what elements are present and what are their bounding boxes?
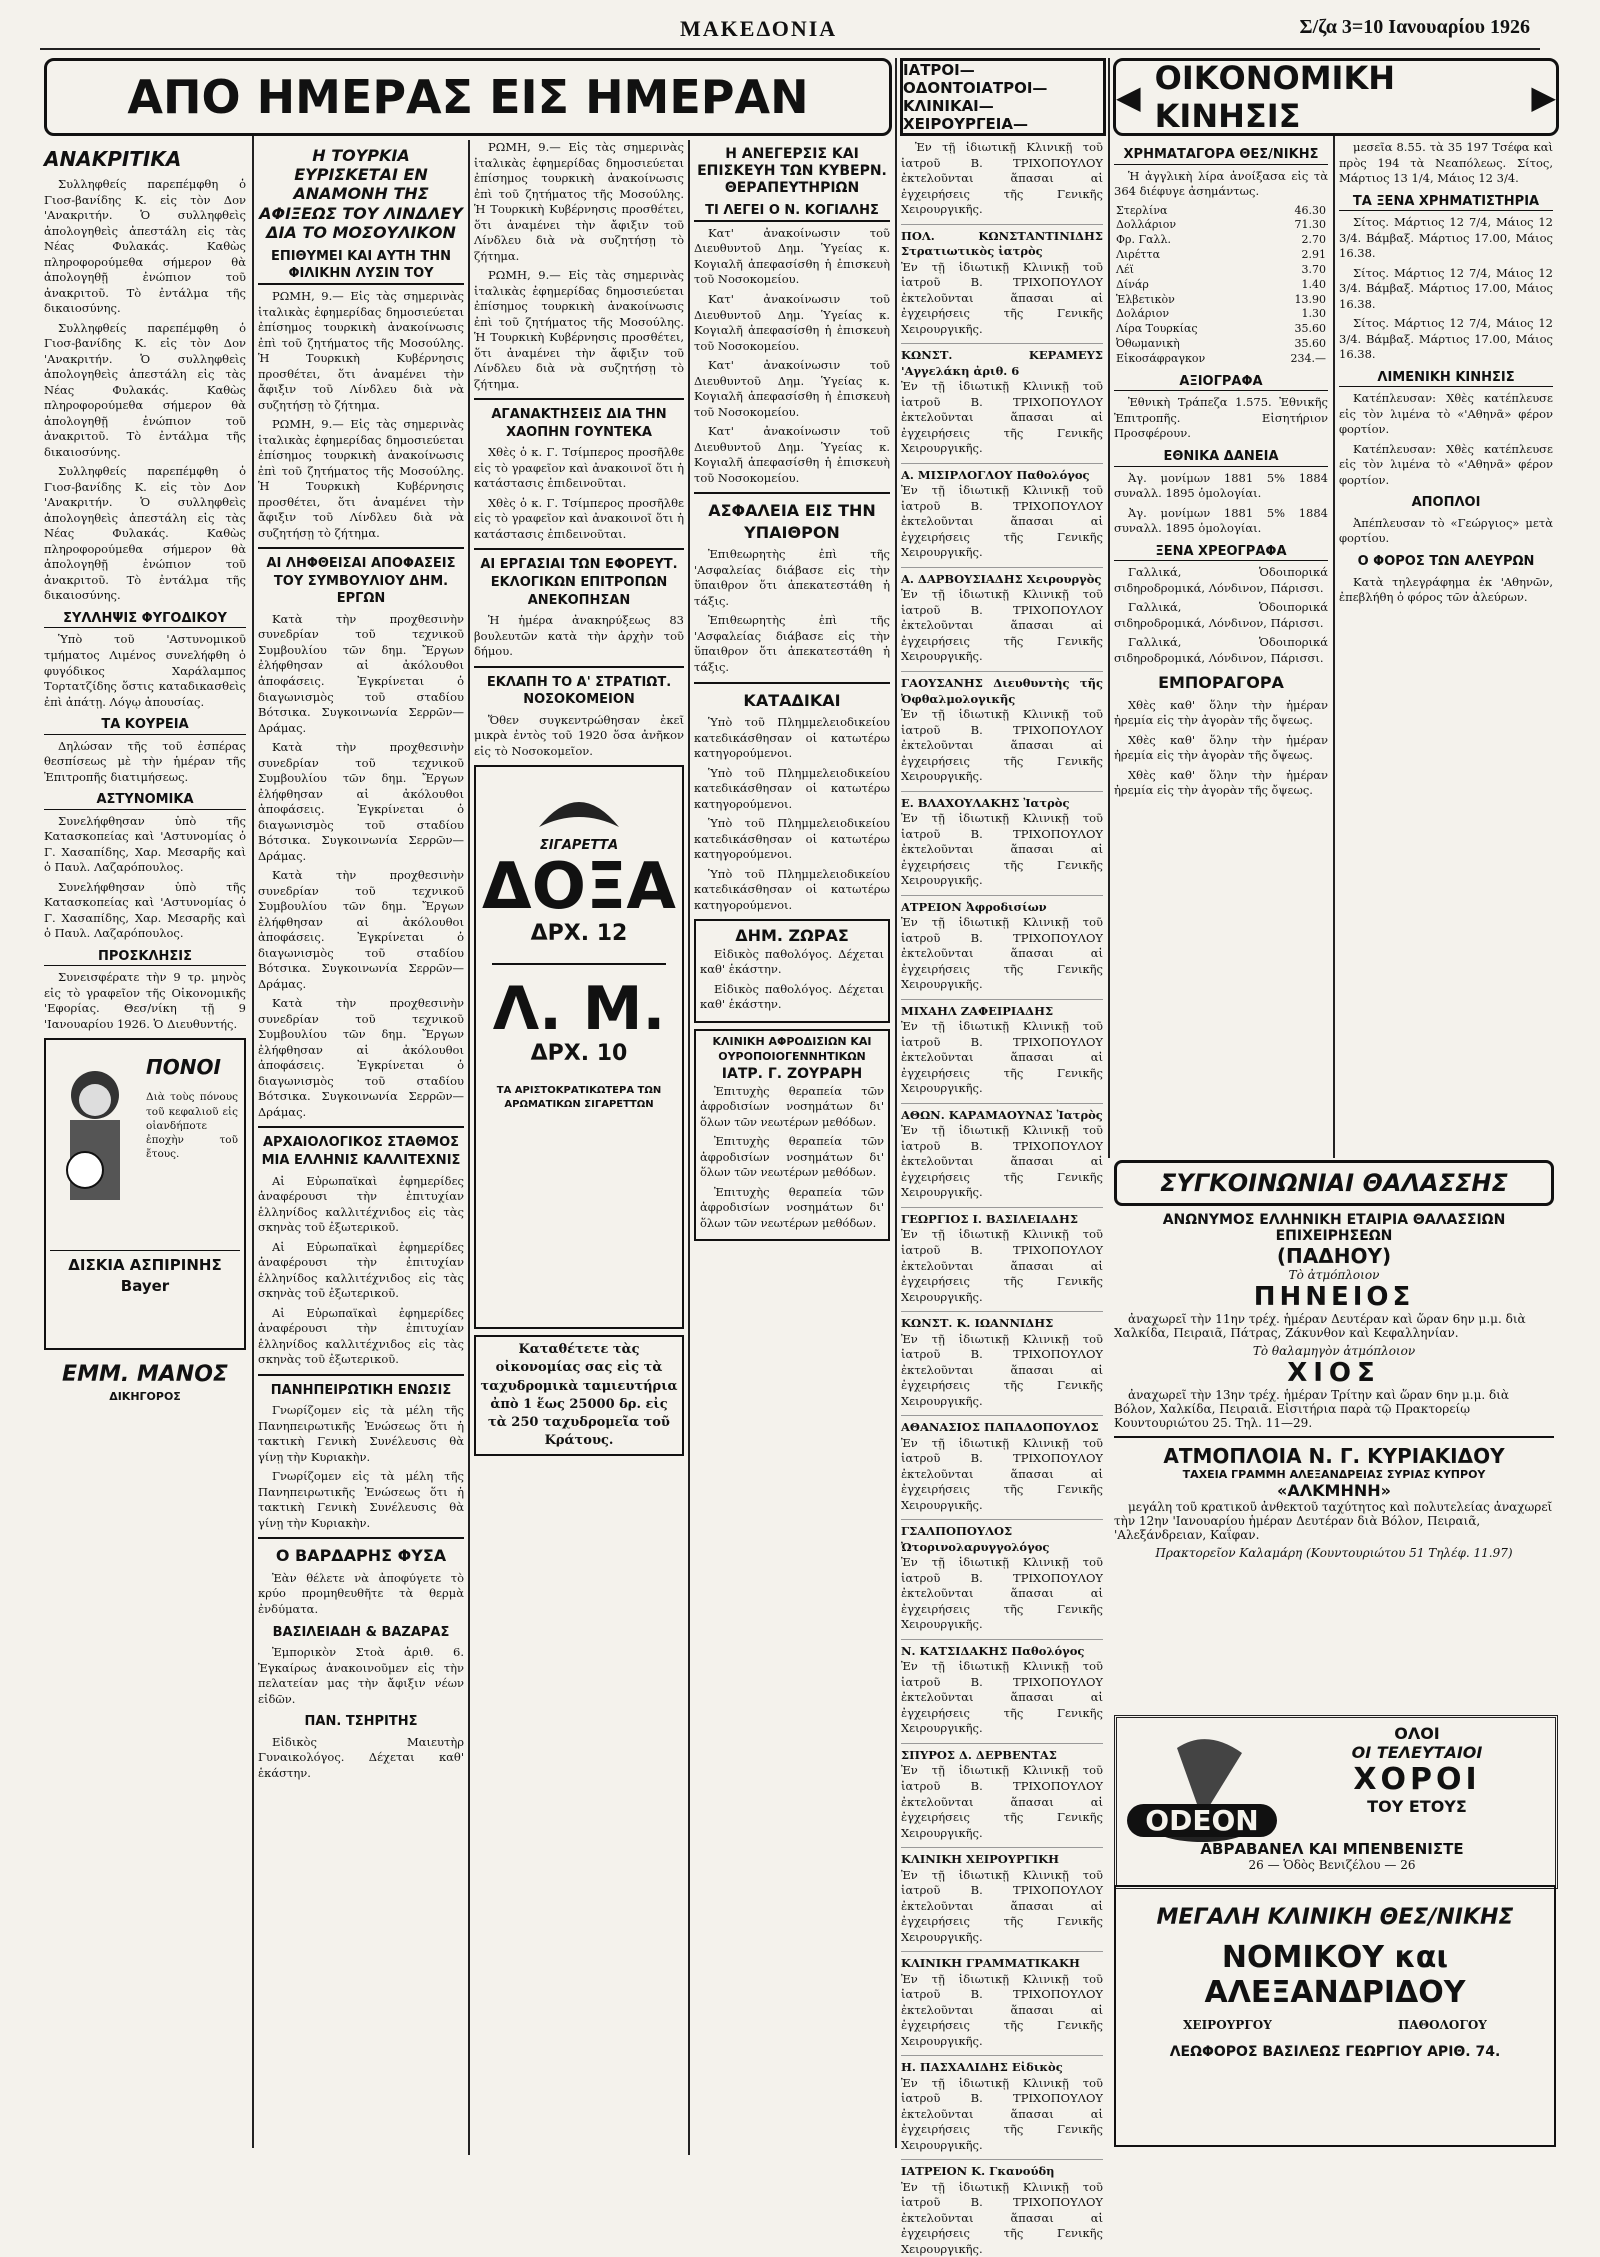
article-headline: Η ΑΝΕΓΕΡΣΙΣ ΚΑΙ ΕΠΙΣΚΕΥΗ ΤΩΝ ΚΥΒΕΡΝ. ΘΕΡΑΠΕΥΤΗΡΙΩΝ (697, 146, 887, 196)
doctor-entry-text: Ἐν τῇ ἰδιωτικῇ Κλινικῇ τοῦ ἰατροῦ Β. ΤΡΙΧΟΠΟΥΛΟΥ ἐκτελοῦνται ἅπασαι αἱ ἐγχειρήσεις τῆς Γενικῆς Χειρουργικῆς. (901, 259, 1103, 336)
article-text: Ὑπὸ τοῦ Πλημμελειοδικείου κατεδικάσθησαν οἱ κατωτέρω κατηγορούμενοι. (694, 866, 890, 912)
ornament-icon (529, 777, 629, 837)
lawyer-title: ΔΙΚΗΓΟΡΟΣ (109, 1390, 181, 1404)
doctor-entry-text: Ἐν τῇ ἰδιωτικῇ Κλινικῇ τοῦ ἰατροῦ Β. ΤΡΙΧΟΠΟΥΛΟΥ ἐκτελοῦνται ἅπασαι αἱ ἐγχειρήσεις τῆς Γενικῆς Χειρουργικῆς. (901, 483, 1103, 560)
article-text: Κατὰ τὴν προχθεσινὴν συνεδρίαν τοῦ τεχνικοῦ Συμβουλίου τῶν δημ. Ἔργων ἐλήφθησαν αἱ ἀκόλουθοι ἀποφάσεις. Ἐγκρίνεται ὁ διαγωνισμὸς τοῦ σταδίου Βότσικα. Συγκοινωνία Σερρῶν—Δράμας. (258, 868, 464, 991)
ad-line: ΟΙ ΤΕΛΕΥΤΑΙΟΙ (1351, 1743, 1483, 1762)
article-text: ΡΩΜΗ, 9.— Εἰς τὰς σημερινὰς ἰταλικὰς ἐφημερίδας δημοσιεύεται ἐπίσημος τουρκικὴ ἀνακοίνωσις ἐπὶ τοῦ ζητήματος τῆς Μοσούλης. Ἡ Τουρκικὴ Κυβέρνησις προσθέτει, ὅτι ἀναμένει τὴν ἄφιξιν τοῦ Λίνδλευ διὰ νὰ συζητήσῃ τὸ ζήτημα. (258, 289, 464, 412)
ad-footer: ΤΑ ΑΡΙΣΤΟΚΡΑΤΙΚΩΤΕΡΑ ΤΩΝ ΑΡΩΜΑΤΙΚΩΝ ΣΙΓΑΡΕΤΤΩΝ (496, 1085, 662, 1110)
article-text: Χθὲς καθ' ὅλην τὴν ἡμέραν ἠρεμία εἰς τὴν ἀγορὰν τῆς ὄψεως. (1114, 767, 1328, 798)
doctor-entry-text: Ἐν τῇ ἰδιωτικῇ Κλινικῇ τοῦ ἰατροῦ Β. ΤΡΙΧΟΠΟΥΛΟΥ ἐκτελοῦνται ἅπασαι αἱ ἐγχειρήσεις τῆς Γενικῆς Χειρουργικῆς. (901, 379, 1103, 456)
shop-name: ΑΒΡΑΒΑΝΕΛ ΚΑΙ ΜΠΕΝΒΕΝΙΣΤΕ (1200, 1840, 1464, 1858)
doctor-entry (901, 1415, 1103, 1513)
section-heading: ΑΓΑΝΑΚΤΗΣΕΙΣ ΔΙΑ ΤΗΝ ΧΑΟΠΗΝ ΓΟΥΝΤΕΚΑ (491, 407, 667, 440)
doctor-entry-name: ΓΕΩΡΓΙΟΣ Ι. ΒΑΣΙΛΕΙΑΔΗΣ (901, 1211, 1078, 1226)
doctor-entry-name: ΚΩΝΣΤ. ΚΕΡΑΜΕΥΣ 'Αγγελάκη ἀριθ. 6 (901, 348, 1103, 378)
issue-date: Σ/ζα 3=10 Ιανουαρίου 1926 (1299, 16, 1530, 38)
column-rule (1333, 58, 1335, 1158)
shipping-company-abbr: (ΠΑΔΗΟΥ) (1276, 1244, 1392, 1268)
rate-row (1114, 263, 1328, 278)
doctor-entry-text: Ἐν τῇ ἰδιωτικῇ Κλινικῇ τοῦ ἰατροῦ Β. ΤΡΙΧΟΠΟΥΛΟΥ ἐκτελοῦνται ἅπασαι αἱ ἐγχειρήσεις τῆς Γενικῆς Χειρουργικῆς. (901, 915, 1103, 992)
savings-ad: Καταθέτετε τὰς οἰκονομίας σας εἰς τὰ ταχυδρομικὰ ταμιευτήρια ἀπὸ 1 ἕως 25000 δρ. εἰς τὰ 250 ταχυδρομεῖα τοῦ Κράτους. (474, 1335, 684, 1456)
doctor-entry-text: Ἐν τῇ ἰδιωτικῇ Κλινικῇ τοῦ ἰατροῦ Β. ΤΡΙΧΟΠΟΥΛΟΥ ἐκτελοῦνται ἅπασαι αἱ ἐγχειρήσεις τῆς Γενικῆς Χειρουργικῆς. (901, 707, 1103, 784)
doctor-entry-text: Ἐν τῇ ἰδιωτικῇ Κλινικῇ τοῦ ἰατροῦ Β. ΤΡΙΧΟΠΟΥΛΟΥ ἐκτελοῦνται ἅπασαι αἱ ἐγχειρήσεις τῆς Γενικῆς Χειρουργικῆς. (901, 587, 1103, 664)
newspaper-name: ΜΑΚΕΔΟΝΙΑ (680, 16, 838, 41)
column-rule (1108, 58, 1110, 1158)
rate-value: 2.70 (1301, 233, 1326, 247)
rate-currency: Στερλίνα (1116, 203, 1168, 217)
doctor-entry (901, 567, 1103, 665)
article-text: Χθὲς ὁ κ. Γ. Τσίμπερος προσῆλθε εἰς τὸ γραφεῖον καὶ ἀνακοινοῖ ὅτι ἡ κατάστασις ἐπιδεινοῦται. (474, 445, 684, 491)
clinic-doctor: ΙΑΤΡ. Γ. ΖΟΥΡΑΡΗ (721, 1065, 863, 1082)
rate-row (1114, 337, 1328, 352)
ship-name: ΧΙΟΣ (1287, 1358, 1381, 1388)
column-4 (694, 140, 890, 2155)
doctor-name: ΠΑΝ. ΤΣΗΡΙΤΗΣ (304, 1714, 418, 1730)
doctor-directory (901, 224, 1103, 2257)
doctor-name: ΔΗΜ. ΖΩΡΑΣ (735, 926, 849, 946)
article-text: Ἐπιτυχὴς θεραπεία τῶν ἀφροδισίων νοσημάτων δι' ὅλων τῶν νεωτέρων μεθόδων. (700, 1184, 884, 1230)
rate-row (1114, 218, 1328, 233)
sea-transport-section (1114, 1160, 1554, 1700)
article-text: Ἐν τῇ ἰδιωτικῇ Κλινικῇ τοῦ ἰατροῦ Β. ΤΡΙΧΟΠΟΥΛΟΥ ἐκτελοῦνται ἅπασαι αἱ ἐγχειρήσεις τῆς Γενικῆς Χειρουργικῆς. (901, 140, 1103, 217)
doctor-entry-name: ΚΛΙΝΙΚΗ ΧΕΙΡΟΥΡΓΙΚΗ (901, 1852, 1060, 1867)
cigarette-ad (474, 765, 684, 1329)
doctor-entry-name: ΠΟΛ. ΚΩΝΣΤΑΝΤΙΝΙΔΗΣ Στρατιωτικὸς ἰατρὸς (901, 228, 1103, 259)
doctor-entry (901, 2055, 1103, 2153)
article-text: Συλληφθείς παρεπέμφθη ὁ Γιοσ-βανίδης Κ. εἰς τὸν Δον 'Ανακριτήν. Ὁ συλληφθεὶς ἀπολογηθεὶς ἀπεστάλη εἰς τὰς Νέας Φυλακάς. Καθὼς πληροφορούμεθα σήμερον θὰ ἀπολογηθῇ ἐνώπιον τοῦ ἀνακριτοῦ. Τὸ ἐντάλμα τῆς δικαιοσύνης. (44, 177, 246, 316)
article-text: Ὅθεν συγκεντρώθησαν ἐκεῖ μικρὰ ἐντὸς τοῦ 1920 ὅσα ἀνῆκον εἰς τὸ Νοσοκομεῖον. (474, 712, 684, 758)
article-text: Συνελήφθησαν ὑπὸ τῆς Κατασκοπείας καὶ 'Αστυνομίας ὁ Γ. Χασαπίδης, Χαρ. Μεσαρῆς καὶ ὁ Παυλ. Λαζαρόπουλος. (44, 813, 246, 875)
doctor-entry (901, 1207, 1103, 1305)
rate-value: 3.70 (1301, 262, 1326, 276)
section-banner-doctors (900, 58, 1106, 136)
clinic-title: ΜΕΓΑΛΗ ΚΛΙΝΙΚΗ ΘΕΣ/ΝΙΚΗΣ (1156, 1905, 1514, 1930)
ad-line: ΤΟΥ ΕΤΟΥΣ (1367, 1797, 1467, 1816)
article-text: Συνελήφθησαν ὑπὸ τῆς Κατασκοπείας καὶ 'Αστυνομίας ὁ Γ. Χασαπίδης, Χαρ. Μεσαρῆς καὶ ὁ Παυλ. Λαζαρόπουλος. (44, 879, 246, 941)
doctor-entry (901, 895, 1103, 993)
ship-schedule: ἀναχωρεῖ τὴν 13ην τρέχ. ἡμέραν Τρίτην καὶ ὥραν 6ην μ.μ. διὰ Βόλον, Χαλκίδα, Πειραιᾶ. Εἰσιτήρια παρὰ τῷ Πρακτορείῳ Κουντουριώτου 25. Τηλ. 11—29. (1114, 1388, 1510, 1430)
shop-address: 26 — Ὁδὸς Βενιζέλου — 26 (1248, 1858, 1416, 1872)
rate-value: 2.91 (1301, 248, 1326, 262)
clinic-ad (694, 1029, 890, 1241)
section-heading: ΣΥΛΛΗΨΙΣ ΦΥΓΟΔΙΚΟΥ (44, 610, 246, 629)
article-text: Κατὰ τὴν προχθεσινὴν συνεδρίαν τοῦ τεχνικοῦ Συμβουλίου τῶν δημ. Ἔργων ἐλήφθησαν αἱ ἀκόλουθοι ἀποφάσεις. Ἐγκρίνεται ὁ διαγωνισμὸς τοῦ σταδίου Βότσικα. Συγκοινωνία Σερρῶν—Δράμας. (258, 611, 464, 735)
doctor-entry-name: ΚΩΝΣΤ. Κ. ΙΩΑΝΝΙΔΗΣ (901, 1316, 1054, 1331)
section-banner-economy (1113, 58, 1559, 136)
doctor-entry (901, 1743, 1103, 1841)
doctor-entry-text: Ἐν τῇ ἰδιωτικῇ Κλινικῇ τοῦ ἰατροῦ Β. ΤΡΙΧΟΠΟΥΛΟΥ ἐκτελοῦνται ἅπασαι αἱ ἐγχειρήσεις τῆς Γενικῆς Χειρουργικῆς. (901, 1123, 1103, 1200)
doctor-entry-name: ΓΑΟΥΣΑΝΗΣ Διευθυντὴς τῆς Ὀφθαλμολογικῆς (901, 675, 1103, 706)
banner-title: ΑΠΟ ΗΜΕΡΑΣ ΕΙΣ ΗΜΕΡΑΝ (127, 70, 809, 124)
section-heading: ΑΝΑΚΡΙΤΙΚΑ (44, 147, 182, 171)
specialty-surgeon: ΧΕΙΡΟΥΡΓΟΥ (1183, 2018, 1272, 2032)
article-text: Κατὰ τὴν προχθεσινὴν συνεδρίαν τοῦ τεχνικοῦ Συμβουλίου τῶν δημ. Ἔργων ἐλήφθησαν αἱ ἀκόλουθοι ἀποφάσεις. Ἐγκρίνεται ὁ διαγωνισμὸς τοῦ σταδίου Βότσικα. Συγκοινωνία Σερρῶν—Δράμας. (258, 996, 464, 1119)
arrow-right-icon: ▶ (1531, 78, 1556, 116)
rate-value: 35.60 (1294, 322, 1326, 336)
article-text: Κατὰ τηλεγράφημα ἐκ 'Αθηνῶν, ἐπεβλήθη ὁ φόρος τῶν ἀλεύρων. (1339, 574, 1553, 605)
ad-text: Διὰ τοὺς πόνους τοῦ κεφαλιοῦ εἰς οἱανδήποτε ἐποχὴν τοῦ ἔτους. (146, 1091, 238, 1161)
section-heading: ΛΙΜΕΝΙΚΗ ΚΙΝΗΣΙΣ (1339, 369, 1553, 388)
rate-value: 46.30 (1294, 203, 1326, 217)
article-text: Γαλλικά, Ὁδοιπορικά σιδηροδρομικά, Λόνδινον, Πάρισσι. (1114, 600, 1328, 630)
column-5 (901, 140, 1103, 2256)
doctor-entry (901, 671, 1103, 785)
section-heading: ΞΕΝΑ ΧΡΕΟΓΡΑΦΑ (1114, 543, 1328, 562)
article-text: Ἐμπορικὸν Στοὰ ἀριθ. 6. Ἐγκαίρως ἀνακοινοῦμεν εἰς τὴν πελατείαν μας τὴν ἄφιξιν νέων εἰδῶν. (258, 1645, 464, 1706)
article-text: Γνωρίζομεν εἰς τὰ μέλη τῆς Πανηπειρωτικῆς Ἑνώσεως ὅτι ἡ τακτικὴ Γενικὴ Συνέλευσις θὰ γίνῃ τὴν Κυριακὴν. (258, 1403, 464, 1464)
section-heading: ΕΚΛΑΠΗ ΤΟ Α' ΣΤΡΑΤΙΩΤ. ΝΟΣΟΚΟΜΕΙΟΝ (486, 674, 672, 708)
section-heading: ΑΣΤΥΝΟΜΙΚΑ (44, 791, 246, 810)
article-text: Δηλώσαν τῆς τοῦ ἐσπέρας θεσπίσεως μὲ τὴν ἡμέραν τῆς Ἐπιτροπῆς διατιμήσεως. (44, 738, 246, 784)
rate-currency: Ὀθωμανικὴ (1116, 337, 1180, 351)
ship-schedule: ἀναχωρεῖ τὴν 11ην τρέχ. ἡμέραν Δευτέραν καὶ ὥραν 6ην μ.μ. διὰ Χαλκίδα, Πειραιᾶ, Πάτρας, Ζάκυνθον καὶ Κεφαλληνίαν. (1114, 1312, 1526, 1340)
section-heading: ΤΑ ΞΕΝΑ ΧΡΗΜΑΤΙΣΤΗΡΙΑ (1339, 193, 1553, 212)
rate-value: 35.60 (1294, 337, 1326, 351)
article-text: Ὑπὸ τοῦ Πλημμελειοδικείου κατεδικάσθησαν οἱ κατωτέρω κατηγορούμενοι. (694, 715, 890, 761)
specialty-pathologist: ΠΑΘΟΛΟΓΟΥ (1398, 2018, 1487, 2032)
rate-currency: Ἑλβετικὸν (1116, 292, 1175, 306)
doctor-entry-text: Ἐν τῇ ἰδιωτικῇ Κλινικῇ τοῦ ἰατροῦ Β. ΤΡΙΧΟΠΟΥΛΟΥ ἐκτελοῦνται ἅπασαι αἱ ἐγχειρήσεις τῆς Γενικῆς Χειρουργικῆς. (901, 1763, 1103, 1840)
section-heading: ΑΠΟΠΛΟΙ (1411, 495, 1481, 511)
section-heading: ΧΡΗΜΑΤΑΓΟΡΑ ΘΕΣ/ΝΙΚΗΣ (1114, 146, 1328, 165)
article-text: Ἀγ. μονίμων 1881 5% 1884 συναλλ. 1895 ὁμολογίαι. (1114, 470, 1328, 501)
doctor-entry-name: ΓΣΑΛΠΟΠΟΥΛΟΣ Ὠτορινολαρυγγολόγος (901, 1524, 1050, 1554)
clinic-title: ΚΛΙΝΙΚΗ ΑΦΡΟΔΙΣΙΩΝ ΚΑΙ ΟΥΡΟΠΟΙΟΓΕΝΝΗΤΙΚΩΝ (712, 1034, 872, 1063)
rate-currency: Φρ. Γαλλ. (1116, 233, 1171, 247)
column-2 (258, 140, 464, 2155)
article-text: Εἰδικὸς παθολόγος. Δέχεται καθ' ἑκάστην. (700, 946, 884, 977)
ship-name: ΠΗΝΕΙΟΣ (1253, 1282, 1415, 1312)
article-text: Σίτος. Μάρτιος 12 7/4, Μάιος 12 3/4. Βάμβαξ. Μάρτιος 17.00, Μάιος 16.38. (1339, 215, 1553, 261)
shipping-route: ΤΑΧΕΙΑ ΓΡΑΜΜΗ ΑΛΕΞΑΝΔΡΕΙΑΣ ΣΥΡΙΑΣ ΚΥΠΡΟΥ (1182, 1468, 1486, 1481)
section-heading: ΠΑΝΗΠΕΙΡΩΤΙΚΗ ΕΝΩΣΙΣ (270, 1382, 452, 1398)
doctor-entry (901, 1311, 1103, 1409)
doctor-entry-name: ΑΘΑΝΑΣΙΟΣ ΠΑΠΑΔΟΠΟΥΛΟΣ (901, 1420, 1099, 1435)
article-text: ΡΩΜΗ, 9.— Εἰς τὰς σημερινὰς ἰταλικὰς ἐφημερίδας δημοσιεύεται ἐπίσημος τουρκικὴ ἀνακοίνωσις ἐπὶ τοῦ ζητήματος τῆς Μοσούλης. Ἡ Τουρκικὴ Κυβέρνησις προσθέτει, ὅτι ἀναμένει τὴν ἄφιξιν τοῦ Λίνδλευ διὰ νὰ συζητήσῃ τὸ ζήτημα. (258, 417, 464, 540)
doctor-entry (901, 463, 1103, 561)
article-text: Ἐπιθεωρητὴς ἐπὶ τῆς 'Ασφαλείας διάβασε εἰς τὴν ὕπαιθρον ὅτι ἀπεκατεστάθη ἡ τάξις. (694, 547, 890, 608)
shipping-line: ΑΤΜΟΠΛΟΙΑ Ν. Γ. ΚΥΡΙΑΚΙΔΟΥ (1114, 1436, 1554, 1468)
odeon-logo: ODEON (1127, 1804, 1277, 1837)
doctor-entry-text: Ἐν τῇ ἰδιωτικῇ Κλινικῇ τοῦ ἰατροῦ Β. ΤΡΙΧΟΠΟΥΛΟΥ ἐκτελοῦνται ἅπασαι αἱ ἐγχειρήσεις τῆς Γενικῆς Χειρουργικῆς. (901, 811, 1103, 888)
doctor-entry-name: ΑΤΡΕΙΟΝ Ἀφροδισίων (901, 899, 1047, 914)
article-headline: Η ΤΟΥΡΚΙΑ ΕΥΡΙΣΚΕΤΑΙ ΕΝ ΑΝΑΜΟΝΗ ΤΗΣ ΑΦΙΞΕΩΣ ΤΟΥ ΛΙΝΔΛΕΥ ΔΙΑ ΤΟ ΜΟΣΟΥΛΙΚΟΝ (259, 146, 463, 242)
doctor-entry (901, 224, 1103, 338)
section-heading: ΕΜΠΟΡΑΓΟΡΑ (1158, 673, 1284, 693)
article-text: Κατὰ τὴν προχθεσινὴν συνεδρίαν τοῦ τεχνικοῦ Συμβουλίου τῶν δημ. Ἔργων ἐλήφθησαν αἱ ἀκόλουθοι ἀποφάσεις. Ἐγκρίνεται ὁ διαγωνισμὸς τοῦ σταδίου Βότσικα. Συγκοινωνία Σερρῶν—Δράμας. (258, 740, 464, 863)
doctor-entry-text: Ἐν τῇ ἰδιωτικῇ Κλινικῇ τοῦ ἰατροῦ Β. ΤΡΙΧΟΠΟΥΛΟΥ ἐκτελοῦνται ἅπασαι αἱ ἐγχειρήσεις τῆς Γενικῆς Χειρουργικῆς. (901, 1555, 1103, 1632)
article-text: Γαλλικά, Ὁδοιπορικά σιδηροδρομικά, Λόνδινον, Πάρισσι. (1114, 635, 1328, 665)
section-heading: ΑΙ ΕΡΓΑΣΙΑΙ ΤΩΝ ΕΦΟΡΕΥΤ. ΕΚΛΟΓΙΚΩΝ ΕΠΙΤΡΟΠΩΝ ΑΝΕΚΟΠΗΣΑΝ (480, 557, 678, 608)
rate-currency: Δολλάριον (1116, 218, 1177, 232)
ad-label: ΣΙΓΑΡΕΤΤΑ (539, 838, 619, 854)
doctor-entry-text: Ἐν τῇ ἰδιωτικῇ Κλινικῇ τοῦ ἰατροῦ Β. ΤΡΙΧΟΠΟΥΛΟΥ ἐκτελοῦνται ἅπασαι αἱ ἐγχειρήσεις τῆς Γενικῆς Χειρουργικῆς. (901, 1867, 1103, 1944)
article-text: Ἐπιτυχὴς θεραπεία τῶν ἀφροδισίων νοσημάτων δι' ὅλων τῶν νεωτέρων μεθόδων. (700, 1134, 884, 1180)
doctor-entry-name: ΑΘΩΝ. ΚΑΡΑΜΑΟΥΝΑΣ Ἰατρὸς (901, 1107, 1103, 1122)
doctor-entry-text: Ἐν τῇ ἰδιωτικῇ Κλινικῇ τοῦ ἰατροῦ Β. ΤΡΙΧΟΠΟΥΛΟΥ ἐκτελοῦνται ἅπασαι αἱ ἐγχειρήσεις τῆς Γενικῆς Χειρουργικῆς. (901, 2075, 1103, 2152)
rate-row (1114, 204, 1328, 219)
doctor-entry-name: ΜΙΧΑΗΛ ΖΑΦΕΙΡΙΑΔΗΣ (901, 1003, 1054, 1018)
rate-value: 1.40 (1301, 277, 1326, 291)
doctor-entry-text: Ἐν τῇ ἰδιωτικῇ Κλινικῇ τοῦ ἰατροῦ Β. ΤΡΙΧΟΠΟΥΛΟΥ ἐκτελοῦνται ἅπασαι αἱ ἐγχειρήσεις τῆς Γενικῆς Χειρουργικῆς. (901, 1227, 1103, 1304)
article-text: Χθὲς καθ' ὅλην τὴν ἡμέραν ἠρεμία εἰς τὴν ἀγορὰν τῆς ὄψεως. (1114, 732, 1328, 763)
rate-currency: Λιρέττα (1116, 248, 1161, 262)
article-text: Εἰδικὸς Μαιευτὴρ Γυναικολόγος. Δέχεται καθ' ἑκάστην. (258, 1734, 464, 1780)
doctor-entry (901, 343, 1103, 457)
column-1 (44, 140, 246, 2155)
article-text: Κατ' ἀνακοίνωσιν τοῦ Διευθυντοῦ Δημ. Ὑγείας κ. Κογιαλῆ ἀπεφασίσθη ἡ ἐπισκευὴ τοῦ Νοσοκομείου. (694, 292, 890, 353)
doctor-ad (694, 919, 890, 1023)
doctor-entry-name: Ε. ΒΛΑΧΟΥΛΑΚΗΣ Ἰατρὸς (901, 795, 1070, 810)
arrow-left-icon: ◀ (1116, 78, 1141, 116)
doctor-entry-name: ΙΑΤΡΕΙΟΝ Κ. Γκανούδη (901, 2164, 1055, 2179)
ship-label: Τὸ θαλαμηγὸν ἀτμόπλοιον (1252, 1344, 1416, 1358)
shop-name: ΒΑΣΙΛΕΙΑΔΗ & ΒΑΖΑΡΑΣ (272, 1624, 450, 1640)
banner-economy-title: ΟΙΚΟΝΟΜΙΚΗ ΚΙΝΗΣΙΣ (1154, 59, 1396, 135)
rate-row (1114, 352, 1328, 367)
doctor-entry (901, 1103, 1103, 1201)
ad-price: ΔΡΧ. 10 (530, 1040, 628, 1066)
doctor-entry (901, 1951, 1103, 2049)
rate-currency: Λίρα Τουρκίας (1116, 322, 1198, 336)
section-heading: ΑΞΙΟΓΡΑΦΑ (1114, 373, 1328, 392)
article-text: Ὑπὸ τοῦ Πλημμελειοδικείου κατεδικάσθησαν οἱ κατωτέρω κατηγορούμενοι. (694, 765, 890, 811)
article-text: Ἀπέπλευσαν τὸ «Γεώργιος» μετὰ φορτίου. (1339, 515, 1553, 546)
column-7 (1339, 140, 1553, 1150)
article-text: Χθὲς ὁ κ. Γ. Τσίμπερος προσῆλθε εἰς τὸ γραφεῖον καὶ ἀνακοινοῖ ὅτι ἡ κατάστασις ἐπιδεινοῦται. (474, 495, 684, 541)
masthead (40, 8, 1540, 50)
doctor-entry (901, 791, 1103, 889)
article-text: Αἱ Εὐρωπαϊκαὶ ἐφημερίδες ἀναφέρουσι τὴν ἐπιτυχίαν ἑλληνίδος καλλιτέχνιδος εἰς τὰς σκηνὰς τοῦ ἐξωτερικοῦ. (258, 1239, 464, 1301)
doctor-entry-name: Α. ΜΙΣΙΡΛΟΓΛΟΥ Παθολόγος (901, 467, 1090, 482)
article-text: Ἀγ. μονίμων 1881 5% 1884 συναλλ. 1895 ὁμολογίαι. (1114, 505, 1328, 536)
article-text: Σίτος. Μάρτιος 12 7/4, Μάιος 12 3/4. Βάμβαξ. Μάρτιος 17.00, Μάιος 16.38. (1339, 265, 1553, 311)
ship-schedule: μεγάλη τοῦ κρατικοῦ ἀνθεκτοῦ ταχύτητος καὶ πολυτελείας ἀναχωρεῖ τὴν 12ην 'Ιανουαρίου ἡμέραν Δευτέραν διὰ Βόλον, Πειραιᾶ, 'Αλεξάνδρειαν, Καΐφαν. (1114, 1500, 1553, 1542)
ad-brand: ΔΟΞΑ (482, 849, 676, 924)
doctor-entry (901, 1639, 1103, 1737)
column-rule (252, 58, 254, 2148)
article-text: Αἱ Εὐρωπαϊκαὶ ἐφημερίδες ἀναφέρουσι τὴν ἐπιτυχίαν ἑλληνίδος καλλιτέχνιδος εἰς τὰς σκηνὰς τοῦ ἐξωτερικοῦ. (258, 1305, 464, 1367)
section-heading: ΚΑΤΑΔΙΚΑΙ (743, 690, 841, 710)
lawyer-name: ΕΜΜ. ΜΑΝΟΣ (62, 1362, 228, 1388)
article-text: ΡΩΜΗ, 9.— Εἰς τὰς σημερινὰς ἰταλικὰς ἐφημερίδας δημοσιεύεται ἐπίσημος τουρκικὴ ἀνακοίνωσις ἐπὶ τοῦ ζητήματος τῆς Μοσούλης. Ἡ Τουρκικὴ Κυβέρνησις προσθέτει, ὅτι ἀναμένει τὴν ἄφιξιν τοῦ Λίνδλευ διὰ νὰ συζητήσῃ τὸ ζήτημα. (474, 140, 684, 263)
article-text: Ὑπὸ τοῦ Πλημμελειοδικείου κατεδικάσθησαν οἱ κατωτέρω κατηγορούμενοι. (694, 816, 890, 862)
article-text: Συλληφθείς παρεπέμφθη ὁ Γιοσ-βανίδης Κ. εἰς τὸν Δον 'Ανακριτήν. Ὁ συλληφθεὶς ἀπολογηθεὶς ἀπεστάλη εἰς τὰς Νέας Φυλακάς. Καθὼς πληροφορούμεθα σήμερον θὰ ἀπολογηθῇ ἐνώπιον τοῦ ἀνακριτοῦ. Τὸ ἐντάλμα τῆς δικαιοσύνης. (44, 320, 246, 459)
sea-banner-title: ΣΥΓΚΟΙΝΩΝΙΑΙ ΘΑΛΑΣΣΗΣ (1160, 1169, 1508, 1197)
clinic-address: ΛΕΩΦΟΡΟΣ ΒΑΣΙΛΕΩΣ ΓΕΩΡΓΙΟΥ ΑΡΙΘ. 74. (1169, 2044, 1501, 2060)
section-heading: ΠΡΟΣΚΛΗΣΙΣ (44, 948, 246, 967)
article-text: Αἱ Εὐρωπαϊκαὶ ἐφημερίδες ἀναφέρουσι τὴν ἐπιτυχίαν ἑλληνίδος καλλιτέχνιδος εἰς τὰς σκηνὰς τοῦ ἐξωτερικοῦ. (258, 1173, 464, 1235)
odeon-records-ad (1114, 1715, 1558, 1889)
exchange-rates-table (1114, 204, 1328, 367)
section-heading: Ο ΦΟΡΟΣ ΤΩΝ ΑΛΕΥΡΩΝ (1357, 553, 1535, 569)
ship-name: «ΑΛΚΜΗΝΗ» (1277, 1481, 1391, 1500)
rate-currency: Εἰκοσάφραγκον (1116, 352, 1206, 366)
article-text: μεσεῖα 8.55. τὰ 35 197 Τσέφα καὶ πρὸς 194 τὰ Νεαπόλεως. Σίτος, Μάρτιος 13 1/4, Μάιος 12 3/4. (1339, 140, 1553, 186)
article-text: Εἰδικὸς παθολόγος. Δέχεται καθ' ἑκάστην. (700, 981, 884, 1012)
rate-row (1114, 322, 1328, 337)
column-6 (1114, 140, 1328, 1150)
doctor-entry-text: Ἐν τῇ ἰδιωτικῇ Κλινικῇ τοῦ ἰατροῦ Β. ΤΡΙΧΟΠΟΥΛΟΥ ἐκτελοῦνται ἅπασαι αἱ ἐγχειρήσεις τῆς Γενικῆς Χειρουργικῆς. (901, 1971, 1103, 2048)
article-text: Κατέπλευσαν: Χθὲς κατέπλευσε εἰς τὸν λιμένα τὸ «'Αθηνᾶ» φέρον φορτίον. (1339, 441, 1553, 487)
rate-row (1114, 307, 1328, 322)
doctor-entry-text: Ἐν τῇ ἰδιωτικῇ Κλινικῇ τοῦ ἰατροῦ Β. ΤΡΙΧΟΠΟΥΛΟΥ ἐκτελοῦνται ἅπασαι αἱ ἐγχειρήσεις τῆς Γενικῆς Χειρουργικῆς. (901, 1019, 1103, 1096)
ad-heading: ΠΟΝΟΙ (146, 1055, 221, 1080)
column-rule (688, 140, 690, 2155)
section-heading: ΕΘΝΙΚΑ ΔΑΝΕΙΑ (1114, 448, 1328, 467)
banner-doctors-line2: ΚΛΙΝΙΚΑΙ—ΧΕΙΡΟΥΡΓΕΙΑ— (903, 97, 1028, 133)
rate-currency: Λέϊ (1116, 262, 1134, 276)
article-text: Χθὲς καθ' ὅλην τὴν ἡμέραν ἠρεμία εἰς τὴν ἀγορὰν τῆς ὄψεως. (1114, 697, 1328, 728)
ad-line: ΧΟΡΟΙ (1353, 1762, 1481, 1797)
section-heading: Ο ΒΑΡΔΑΡΗΣ ΦΥΣΑ (275, 1546, 447, 1566)
doctor-entry-text: Ἐν τῇ ἰδιωτικῇ Κλινικῇ τοῦ ἰατροῦ Β. ΤΡΙΧΟΠΟΥΛΟΥ ἐκτελοῦνται ἅπασαι αἱ ἐγχειρήσεις τῆς Γενικῆς Χειρουργικῆς. (901, 2179, 1103, 2256)
article-text: Ἐθνικὴ Τράπεζα 1.575. Ἐθνικῆς Ἐπιτροπῆς. Εἰσητήριον Προσφέρουν. (1114, 395, 1328, 441)
sea-banner (1114, 1160, 1554, 1206)
doctor-entry-text: Ἐν τῇ ἰδιωτικῇ Κλινικῇ τοῦ ἰατροῦ Β. ΤΡΙΧΟΠΟΥΛΟΥ ἐκτελοῦνται ἅπασαι αἱ ἐγχειρήσεις τῆς Γενικῆς Χειρουργικῆς. (901, 1659, 1103, 1736)
banner-doctors-line1: ΙΑΤΡΟΙ—ΟΔΟΝΤΟΙΑΤΡΟΙ— (903, 61, 1048, 97)
rate-row (1114, 248, 1328, 263)
article-text: ΡΩΜΗ, 9.— Εἰς τὰς σημερινὰς ἰταλικὰς ἐφημερίδας δημοσιεύεται ἐπίσημος τουρκικὴ ἀνακοίνωσις ἐπὶ τοῦ ζητήματος τῆς Μοσούλης. Ἡ Τουρκικὴ Κυβέρνησις προσθέτει, ὅτι ἀναμένει τὴν ἄφιξιν τοῦ Λίνδλευ διὰ νὰ συζητήσῃ τὸ ζήτημα. (474, 268, 684, 391)
doctor-entry-text: Ἐν τῇ ἰδιωτικῇ Κλινικῇ τοῦ ἰατροῦ Β. ΤΡΙΧΟΠΟΥΛΟΥ ἐκτελοῦνται ἅπασαι αἱ ἐγχειρήσεις τῆς Γενικῆς Χειρουργικῆς. (901, 1331, 1103, 1408)
column-rule (895, 58, 897, 2148)
article-text: Ὑπὸ τοῦ 'Αστυνομικοῦ τμήματος Λιμένος συνελήφθη ὁ φυγόδικος Χαράλαμπος Τορτατζίδης ὅστις καταδικασθεὶς ἐπὶ ἀπάτῃ. Λόγῳ ἀπουσίας. (44, 632, 246, 709)
section-heading: ΤΑ ΚΟΥΡΕΙΑ (44, 716, 246, 735)
article-subheadline: ΤΙ ΛΕΓΕΙ Ο Ν. ΚΟΓΙΑΛΗΣ (694, 202, 890, 222)
doctor-entry (901, 999, 1103, 1097)
clinic-doctors: ΝΟΜΙΚΟΥ και ΑΛΕΞΑΝΔΡΙΔΟΥ (1204, 1940, 1466, 2010)
doctor-entry (901, 1847, 1103, 1945)
ship-agent: Πρακτορεῖον Καλαμάρη (Κουντουριώτου 51 Τηλέφ. 11.97) (1155, 1546, 1513, 1560)
article-text: Ἐπιθεωρητὴς ἐπὶ τῆς 'Ασφαλείας διάβασε εἰς τὴν ὕπαιθρον ὅτι ἀπεκατεστάθη ἡ τάξις. (694, 613, 890, 674)
ad-brand: ΔΙΣΚΙΑ ΑΣΠΙΡΙΝΗΣ Bayer (50, 1250, 240, 1296)
ad-line: ΟΛΟΙ (1394, 1724, 1440, 1743)
column-rule (468, 140, 470, 2155)
ship-label: Τὸ ἀτμόπλοιον (1288, 1268, 1380, 1282)
rate-value: 13.90 (1294, 292, 1326, 306)
article-text: Κατ' ἀνακοίνωσιν τοῦ Διευθυντοῦ Δημ. Ὑγείας κ. Κογιαλῆ ἀπεφασίσθη ἡ ἐπισκευὴ τοῦ Νοσοκομείου. (694, 225, 890, 287)
article-text: Ἐπιτυχὴς θεραπεία τῶν ἀφροδισίων νοσημάτων δι' ὅλων τῶν νεωτέρων μεθόδων. (700, 1083, 884, 1129)
doctor-entry-name: Ν. ΚΑΤΣΙΔΑΚΗΣ Παθολόγος (901, 1643, 1085, 1658)
doctor-entry-name: ΚΛΙΝΙΚΗ ΓΡΑΜΜΑΤΙΚΑΚΗ (901, 1956, 1080, 1971)
section-heading: ΑΣΦΑΛΕΙΑ ΕΙΣ ΤΗΝ ΥΠΑΙΘΡΟΝ (708, 501, 876, 542)
section-heading: ΑΙ ΛΗΦΘΕΙΣΑΙ ΑΠΟΦΑΣΕΙΣ ΤΟΥ ΣΥΜΒΟΥΛΙΟΥ ΔΗΜ. ΕΡΓΩΝ (266, 556, 456, 607)
article-text: Κατ' ἀνακοίνωσιν τοῦ Διευθυντοῦ Δημ. Ὑγείας κ. Κογιαλῆ ἀπεφασίσθη ἡ ἐπισκευὴ τοῦ Νοσοκομείου. (694, 358, 890, 419)
article-text: Κατ' ἀνακοίνωσιν τοῦ Διευθυντοῦ Δημ. Ὑγείας κ. Κογιαλῆ ἀπεφασίσθη ἡ ἐπισκευὴ τοῦ Νοσοκομείου. (694, 424, 890, 485)
article-subheadline: ΕΠΙΘΥΜΕΙ ΚΑΙ ΑΥΤΗ ΤΗΝ ΦΙΛΙΚΗΝ ΛΥΣΙΝ ΤΟΥ (258, 248, 464, 285)
column-3 (474, 140, 684, 2155)
rate-currency: Δίνάρ (1116, 277, 1149, 291)
rate-row (1114, 233, 1328, 248)
article-text: Συνεισφέρατε τὴν 9 τρ. μηνὸς εἰς τὸ γραφεῖον τῆς Οἰκονομικῆς 'Εφορίας. Θεσ/νίκη τῇ 9 'Ιανουαρίου 1926. Ὁ Διευθυντής. (44, 970, 246, 1031)
rate-value: 71.30 (1294, 218, 1326, 232)
rate-currency: Δολάριον (1116, 307, 1170, 321)
article-text: Σίτος. Μάρτιος 12 7/4, Μάιος 12 3/4. Βάμβαξ. Μάρτιος 17.00, Μάιος 16.38. (1339, 316, 1553, 362)
rate-value: 1.30 (1301, 307, 1326, 321)
clinic-ad-large (1114, 1885, 1556, 2147)
doctor-entry (901, 2159, 1103, 2257)
doctor-entry-name: ΣΠΥΡΟΣ Δ. ΔΕΡΒΕΝΤΑΣ (901, 1747, 1057, 1762)
article-text: Ἐὰν θέλετε νὰ ἀποφύγετε τὸ κρύο προμηθευθῆτε τὰ θερμὰ ἐνδύματα. (258, 1570, 464, 1616)
section-banner-main (44, 58, 892, 136)
article-text: Γνωρίζομεν εἰς τὰ μέλη τῆς Πανηπειρωτικῆς Ἑνώσεως ὅτι ἡ τακτικὴ Γενικὴ Συνέλευσις θὰ γίνῃ τὴν Κυριακὴν. (258, 1469, 464, 1530)
ad-price: ΔΡΧ. 12 (530, 920, 628, 946)
rate-row (1114, 293, 1328, 308)
article-text: Γαλλικά, Ὁδοιπορικά σιδηροδρομικά, Λόνδινον, Πάρισσι. (1114, 565, 1328, 595)
ad-brand: Λ. Μ. (492, 973, 666, 1044)
article-text: Ἡ ἀγγλικὴ λίρα ἀνοίξασα εἰς τὰ 364 διέφυγε ἀσημάντως. (1114, 168, 1328, 199)
article-text: Συλληφθείς παρεπέμφθη ὁ Γιοσ-βανίδης Κ. εἰς τὸν Δον 'Ανακριτήν. Ὁ συλληφθεὶς ἀπολογηθεὶς ἀπεστάλη εἰς τὰς Νέας Φυλακάς. Καθὼς πληροφορούμεθα σήμερον θὰ ἀπολογηθῇ ἐνώπιον τοῦ ἀνακριτοῦ. Τὸ ἐντάλμα τῆς δικαιοσύνης. (44, 464, 246, 603)
woman-illustration-icon (50, 1060, 140, 1210)
article-text: Ἡ ἡμέρα ἀνακηρύξεως 83 βουλευτῶν κατὰ τὴν ἀρχὴν τοῦ δήμου. (474, 613, 684, 659)
aspirin-ad (44, 1038, 246, 1350)
article-text: Κατέπλευσαν: Χθὲς κατέπλευσε εἰς τὸν λιμένα τὸ «'Αθηνᾶ» φέρον φορτίον. (1339, 391, 1553, 437)
doctor-entry-text: Ἐν τῇ ἰδιωτικῇ Κλινικῇ τοῦ ἰατροῦ Β. ΤΡΙΧΟΠΟΥΛΟΥ ἐκτελοῦνται ἅπασαι αἱ ἐγχειρήσεις τῆς Γενικῆς Χειρουργικῆς. (901, 1435, 1103, 1512)
rate-value: 234.— (1290, 352, 1326, 366)
doctor-entry-name: Α. ΔΑΡΒΟΥΣΙΑΔΗΣ Χειρουργὸς (901, 571, 1102, 586)
doctor-entry (901, 1519, 1103, 1633)
rate-row (1114, 278, 1328, 293)
doctor-entry-name: Η. ΠΑΣΧΑΛΙΔΗΣ Εἰδικὸς (901, 2060, 1063, 2075)
section-heading: ΑΡΧΑΙΟΛΟΓΙΚΟΣ ΣΤΑΘΜΟΣ ΜΙΑ ΕΛΛΗΝΙΣ ΚΑΛΛΙΤΕΧΝΙΣ (261, 1135, 461, 1168)
shipping-company: ΑΝΩΝΥΜΟΣ ΕΛΛΗΝΙΚΗ ΕΤΑΙΡΙΑ ΘΑΛΑΣΣΙΩΝ ΕΠΙΧΕΙΡΗΣΕΩΝ (1162, 1212, 1506, 1244)
